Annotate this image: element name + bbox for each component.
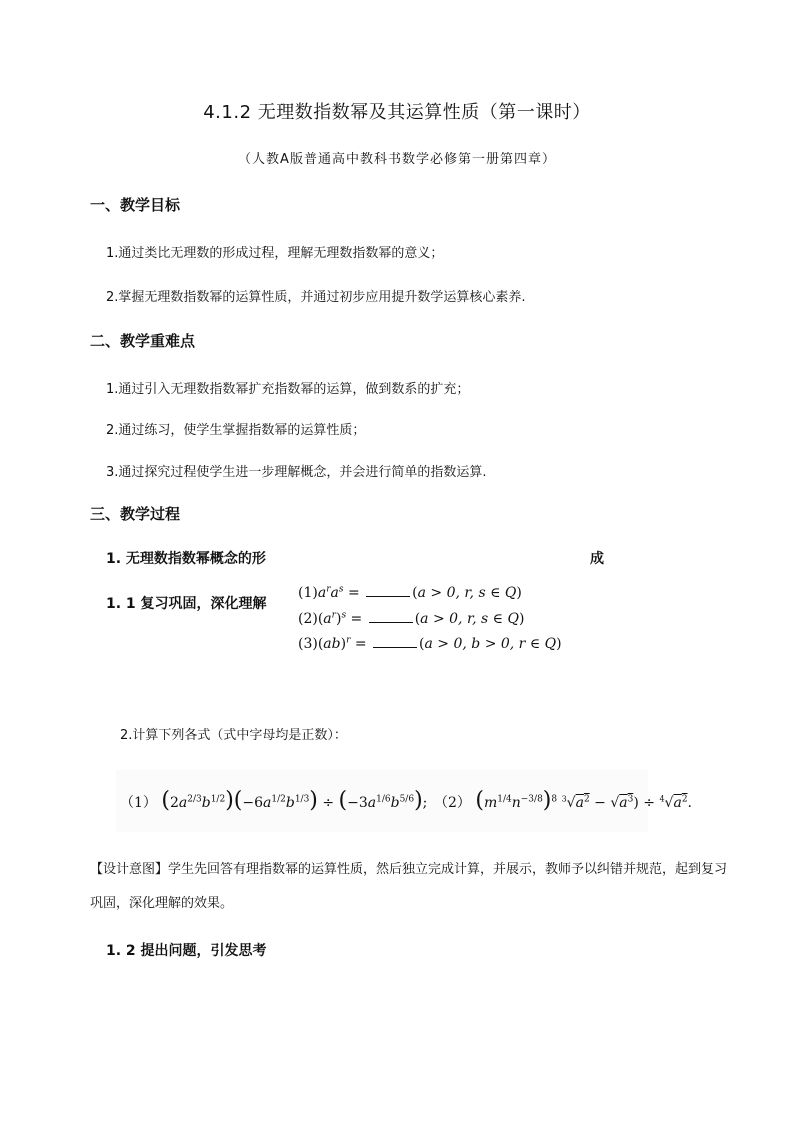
keypoint-item-2: 2.通过练习，使学生掌握指数幂的运算性质；	[106, 423, 366, 438]
formula-3: (3)(ab)$^r$ = (a > 0, b > 0, r ∈ Q)	[298, 635, 562, 652]
formula-2: $(2)(a^r)^s = (a > 0$, r, s ∈ Q)	[298, 610, 525, 627]
subsection-1-1-title: 1. 1 复习巩固，深化理解	[106, 596, 267, 612]
design-intent	[90, 853, 730, 921]
section-heading-process: 三、教学过程	[90, 505, 181, 523]
keypoint-item-1: 1.通过引入无理数指数幂扩充指数幂的运算，做到数系的扩充；	[106, 382, 470, 397]
page-subtitle: （人教A版普通高中教科书数学必修第一册第四章）	[238, 152, 556, 167]
expr-2-label: （2）	[434, 795, 471, 811]
subsection-1-title: 1. 无理数指数幂概念的形	[106, 551, 266, 567]
expr-2: （2） $(m^{1/4}n^{-3/8})^8$ $^3√a^2 - √a^3) \div ^4√a^2$.	[434, 788, 692, 813]
expr-1: （1） $(2a^{2/3}b^{1/2})(-6a^{1/2}b^{1/3}) \div (-3a^{1/6}b^{5/6})$;	[120, 788, 428, 813]
goal-item-1: 1.通过类比无理数的形成过程，理解无理数指数幂的意义；	[106, 246, 444, 261]
section-heading-goals: 一、教学目标	[90, 196, 181, 214]
design-intent-label: 【设计意图】	[90, 862, 169, 877]
formula-1: $(1)a^ra^s = (a > 0$, r, s ∈ Q)	[298, 584, 522, 601]
calc-intro: 2.计算下列各式（式中字母均是正数）：	[120, 728, 347, 743]
expr-1-label: （1）	[120, 795, 157, 811]
design-intent-text: 学生先回答有理指数幂的运算性质，然后独立完成计算，并展示，教师予以纠错并规范，起到复习巩固，深化理解的效果。	[90, 862, 728, 911]
page-title: 4.1.2 无理数指数幂及其运算性质（第一课时）	[203, 102, 591, 123]
keypoint-item-3: 3.通过探究过程使学生进一步理解概念，并会进行简单的指数运算.	[106, 465, 487, 480]
section-heading-keypoints: 二、教学重难点	[90, 332, 196, 350]
subsection-1-title-end: 成	[590, 551, 604, 567]
subsection-1-2-title: 1. 2 提出问题，引发思考	[106, 943, 267, 959]
calc-expressions	[116, 770, 692, 832]
goal-item-2: 2.掌握无理数指数幂的运算性质，并通过初步应用提升数学运算核心素养.	[106, 290, 526, 305]
